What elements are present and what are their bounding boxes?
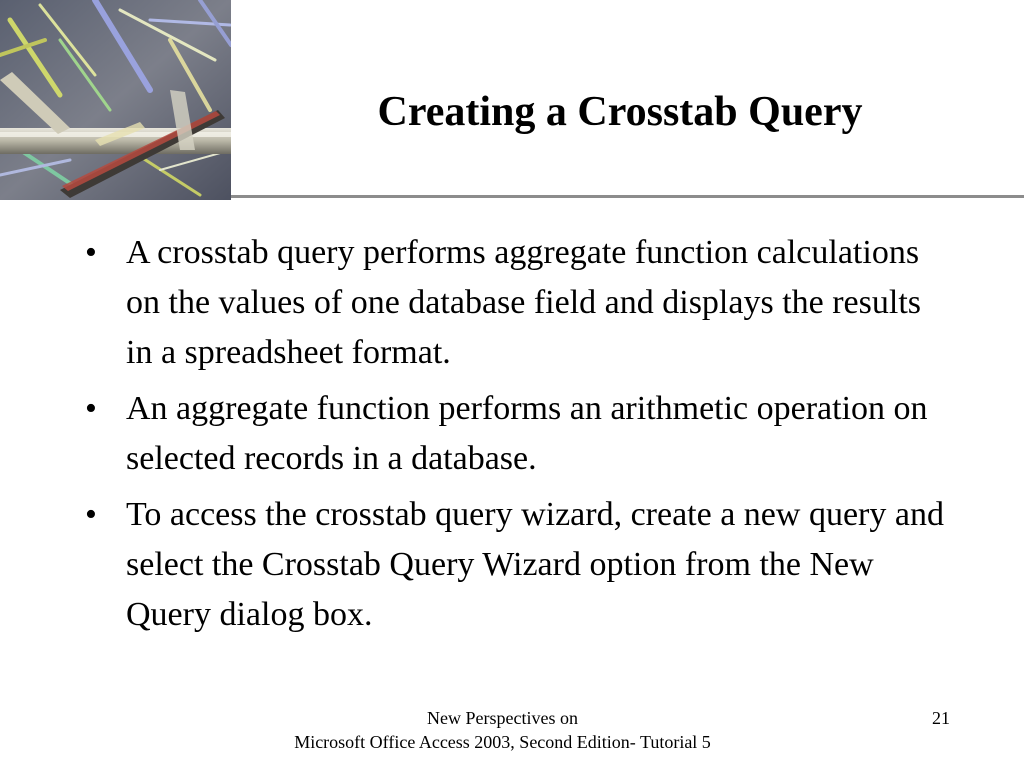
slide-number: 21: [932, 708, 950, 728]
footer-caption: [250, 706, 755, 754]
abstract-glass-rods-image: [0, 0, 231, 200]
bullet-icon: •: [85, 234, 97, 271]
decorative-corner-image: [0, 0, 231, 200]
footer-line-1: New Perspectives on: [427, 708, 578, 728]
footer-line-2: Microsoft Office Access 2003, Second Edition- Tutorial 5: [294, 732, 711, 752]
bullet-text: To access the crosstab query wizard, create a new query and select the Crosstab Query Wizard option from the New Query dialog box.: [126, 496, 944, 633]
bullet-item: [85, 490, 945, 640]
slide-title: Creating a Crosstab Query: [377, 89, 863, 135]
bullet-item: [85, 384, 945, 484]
bullet-icon: •: [85, 390, 97, 427]
bullet-text: A crosstab query performs aggregate function calculations on the values of one database field and displays the results in a spreadsheet format.: [126, 234, 921, 371]
title-divider: [231, 195, 1024, 198]
bullet-icon: •: [85, 496, 97, 533]
bullet-text: An aggregate function performs an arithmetic operation on selected records in a database.: [126, 390, 928, 477]
bullet-item: [85, 228, 945, 378]
bullet-list: [85, 228, 945, 646]
